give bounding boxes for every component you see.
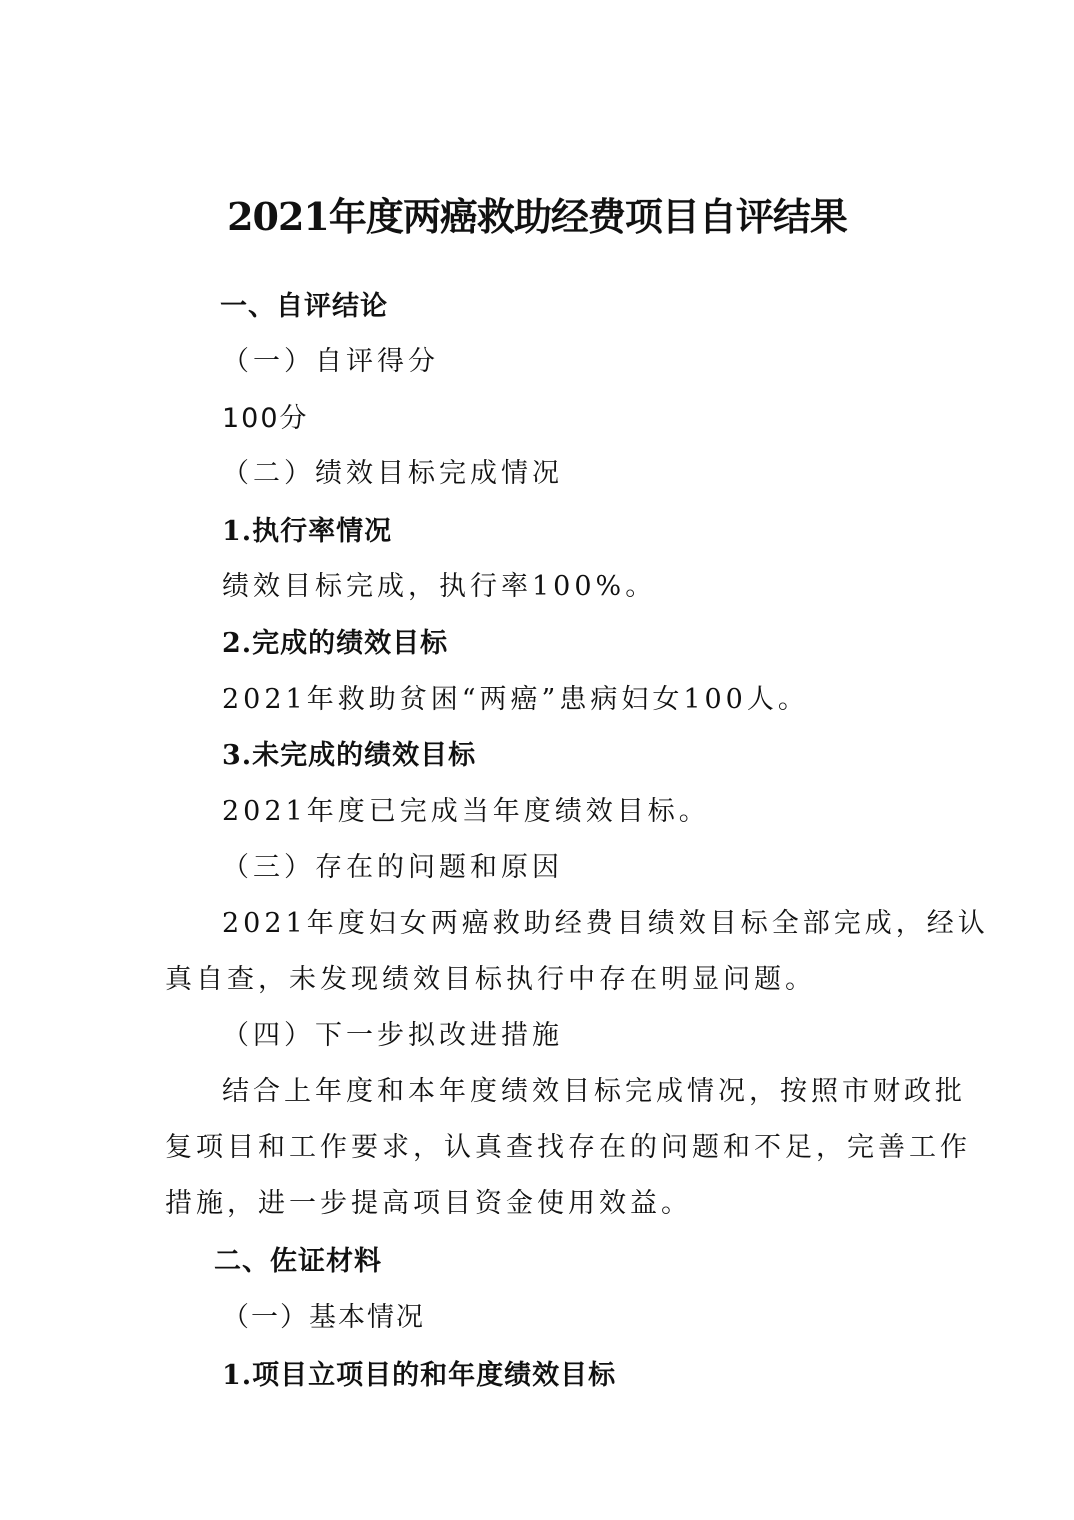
paragraph-problems-line-1: 2021年度妇女两癌救助经费目绩效目标全部完成，经认 — [222, 908, 989, 939]
item-text-uncompleted-goals: 2021年度已完成当年度绩效目标。 — [222, 796, 710, 827]
score-value: 100分 — [222, 403, 309, 434]
document-title: 2021年度两癌救助经费项目自评结果 — [227, 194, 847, 239]
item-heading-project-purpose: 1.项目立项目的和年度绩效目标 — [222, 1360, 617, 1391]
subheading-score: （一）自评得分 — [222, 346, 439, 377]
subheading-basic-info: （一）基本情况 — [222, 1302, 425, 1333]
item-text-completed-goals: 2021年救助贫困“两癌”患病妇女100人。 — [222, 684, 809, 715]
item-heading-completed-goals: 2.完成的绩效目标 — [222, 628, 449, 659]
section-heading-conclusion: 一、自评结论 — [220, 291, 388, 322]
subheading-goal-completion: （二）绩效目标完成情况 — [222, 458, 563, 489]
item-heading-uncompleted-goals: 3.未完成的绩效目标 — [222, 740, 477, 771]
subheading-problems: （三）存在的问题和原因 — [222, 852, 563, 883]
paragraph-problems-line-2: 真自查，未发现绩效目标执行中存在明显问题。 — [165, 964, 816, 995]
item-text-execution-rate: 绩效目标完成，执行率100%。 — [222, 571, 657, 602]
section-heading-evidence: 二、佐证材料 — [214, 1246, 382, 1277]
item-heading-execution-rate: 1.执行率情况 — [222, 516, 393, 547]
paragraph-improvements-line-3: 措施，进一步提高项目资金使用效益。 — [165, 1188, 692, 1219]
paragraph-improvements-line-2: 复项目和工作要求，认真查找存在的问题和不足，完善工作 — [165, 1132, 971, 1163]
subheading-improvements: （四）下一步拟改进措施 — [222, 1020, 563, 1051]
paragraph-improvements-line-1: 结合上年度和本年度绩效目标完成情况，按照市财政批 — [222, 1076, 966, 1107]
